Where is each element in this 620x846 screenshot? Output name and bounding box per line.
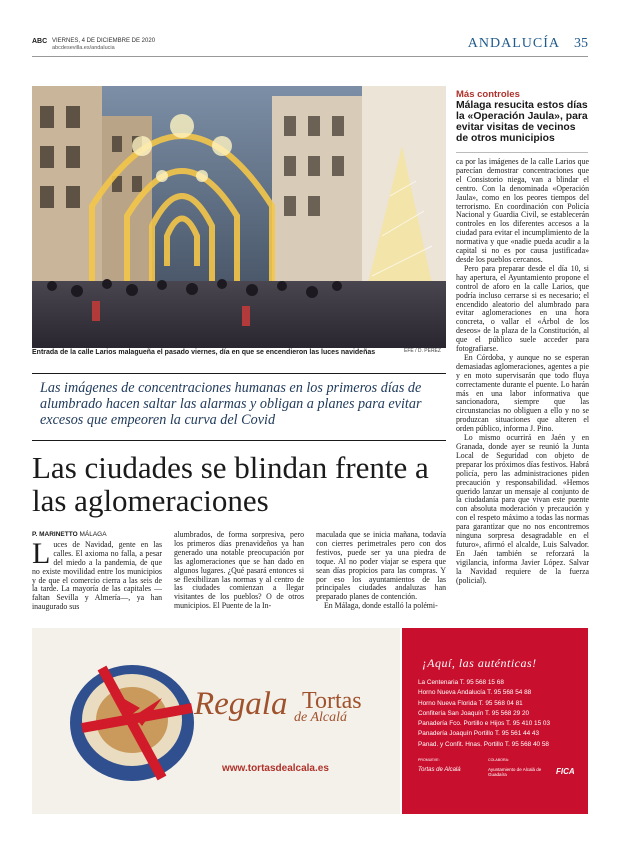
sidebar-paragraph: Pero para preparar desde el día 10, si hay apertura, el Ayuntamiento propone el control de aforo en la calle Larios, que podría incluso cerrarse si es necesario; el encendido aleatorio del alumbrado para evitar aglomeraciones en una hora concreta, o vallar el «Árbol de los deseos» de la plaza de la Constitución, al que el público suele acceder para fotografiarse. [456, 263, 589, 354]
sidebar-kicker: Más controles [456, 89, 520, 100]
article-column-3 [316, 531, 446, 611]
ad-shop-list [418, 678, 588, 750]
tortas-tin-icon [42, 628, 202, 814]
logo-label-colabora: COLABORA: [488, 758, 509, 762]
sidebar-rule [456, 152, 588, 153]
issue-date: VIERNES, 4 DE DICIEMBRE DE 2020 [52, 38, 156, 44]
ad-shop-item: Horno Nueva Florida T. 95 568 04 81 [418, 699, 523, 707]
ad-shop-item: Panadería Fco. Portillo e Hijos T. 95 410 15 03 [418, 720, 551, 728]
photo-caption: Entrada de la calle Larios malagueña el pasado viernes, día en que se encendieron las luces navideñas [32, 349, 376, 356]
ad-shop-item: Panadería Joaquín Portillo T. 95 561 44 43 [418, 730, 540, 738]
article-body [32, 531, 446, 617]
section-name: ANDALUCÍA [467, 36, 560, 51]
ad-logos [418, 758, 588, 798]
ad-slogan: ¡Aquí, las auténticas! [422, 656, 537, 670]
ad-shop-item: Panad. y Confit. Hnas. Portillo T. 95 568 40 58 [418, 740, 549, 748]
logo-tortas: Tortas de Alcalá [418, 767, 461, 773]
ad-shop-item: Horno Nueva Andalucía T. 95 568 54 88 [418, 689, 532, 697]
website: abcdesevilla.es/andalucia [52, 45, 115, 51]
article-headline: Las ciudades se blindan frente a las aglomeraciones [32, 450, 429, 518]
article-text: uces de Navidad, gente en las calles. El axioma no falla, a pesar del miedo a la pandemia, de que no existe movilidad entre los municipios y de que el comercio cierra a las seis de la tarde. La mayoría de las capitales —faltan Sevilla y Almería—, ya han inaugurado sus [32, 539, 162, 612]
deck-rule-top [32, 373, 446, 374]
dateline: MÁLAGA [79, 531, 107, 538]
sidebar-title: Málaga resucita estos días la «Operación Jaula», para evitar visitas de vecinos de otros municipios [456, 100, 588, 144]
article-photo [32, 86, 446, 348]
logo-fica: FICA [556, 767, 575, 776]
article-deck: Las imágenes de concentraciones humanas en los primeros días de alumbrado hacen saltar las alarmas y obligan a planes para evitar excesos que empeoren la curva del Covid [40, 380, 422, 428]
ad-left-panel [32, 628, 400, 814]
article-paragraph: En Málaga, donde estalló la polémi- [324, 601, 438, 611]
article-column-2 [174, 531, 304, 611]
page-number: 35 [574, 36, 588, 51]
article-paragraph: maculada que se inicia mañana, todavía con cierres perimetrales pero con dos festivos, puede ser ya una piedra de toque. Al no poder viajar se espera que sean días propicios para las compras. Y por eso los ayuntamientos de las principales ciudades andaluzas han preparado planes de contención. [316, 530, 446, 602]
ad-right-panel [402, 628, 588, 814]
photo-credit: EFE / D. PÉREZ [404, 348, 441, 354]
ad-shop-item: Confitería San Joaquín T. 95 568 29 20 [418, 709, 530, 717]
sidebar-body [456, 158, 589, 586]
sidebar-paragraph: ca por las imágenes de la calle Larios que parecían demostrar concentraciones que el Consistorio niega, van a blindar el centro. Con la denominada «Operación Jaula», como en los peores tiempos del terrorismo. En coordinación con Policía Nacional y Guardia Civil, se establecerán controles en los diferentes accesos a la ciudad para evitar el incumplimiento de la normativa y que «nadie pueda acudir a la capital si no es por causa justificada» desde los pueblos cercanos. [456, 157, 589, 264]
article-paragraph: alumbrados, de forma sorpresiva, pero los primeros días prenavideños ya han generado una notable preocupación por las aglomeraciones que se han dado en algunos lugares. ¿Qué pasará entonces si se flexibilizan las normas y al centro de las ciudades comienzan a llegar visitantes de los pueblos? O de otros municipios. El Puente de la In- [174, 530, 304, 611]
sidebar-paragraph: En Córdoba, y aunque no se esperan demasiadas aglomeraciones, agentes a pie y en moto supervisarán que todo fluya correctamente durante el puente. Lo harán más en una labor informativa que sancionadora, siempre que las circunstancias no obliguen a ello y no se produzcan situaciones que alteren el orden público, informa J. Pino. [456, 352, 589, 434]
ad-brand-tortas: Tortas [302, 688, 362, 714]
page-header [32, 38, 588, 54]
article-paragraph [32, 536, 162, 612]
logo-label-promueve: PROMUEVE: [418, 758, 440, 762]
deck-rule-bottom [32, 440, 446, 441]
author: P. MARINETTO [32, 531, 78, 538]
article-column-1 [32, 531, 162, 612]
ad-brand-alcala: de Alcalá [294, 710, 348, 725]
dropcap: L [32, 536, 51, 570]
ad-url: www.tortasdealcala.es [222, 763, 329, 774]
ad-brand-regala: Regala [194, 686, 288, 722]
street-lights-photo [32, 86, 446, 348]
advertisement [32, 628, 588, 814]
logo-ayuntamiento: Ayuntamiento de Alcalá de Guadaíra [488, 767, 542, 777]
header-rule [32, 56, 588, 57]
sidebar-paragraph: Lo mismo ocurrirá en Jaén y en Granada, donde ayer se reunió la Junta Local de Seguridad con objeto de preparar los próximos días festivos. Habrá policía, pero las administraciones piden precaución y responsabilidad. «Hemos querido lanzar un mensaje al conjunto de la ciudadanía para que vivan este puente con absoluta moderación y precaución y con el respeto máximo a todas las normas para garantizar que no nos encontremos ninguna sorpresa desagradable en el futuro», afirmó el alcalde, Luis Salvador. En Jaén también se reforzará la vigilancia, informa Javier López. Salvar la Navidad requiere de la fuerza (policial). [456, 433, 589, 585]
masthead-brand: ABC [32, 38, 48, 45]
ad-shop-item: La Centenaria T. 95 568 15 68 [418, 679, 504, 686]
byline [32, 531, 162, 540]
